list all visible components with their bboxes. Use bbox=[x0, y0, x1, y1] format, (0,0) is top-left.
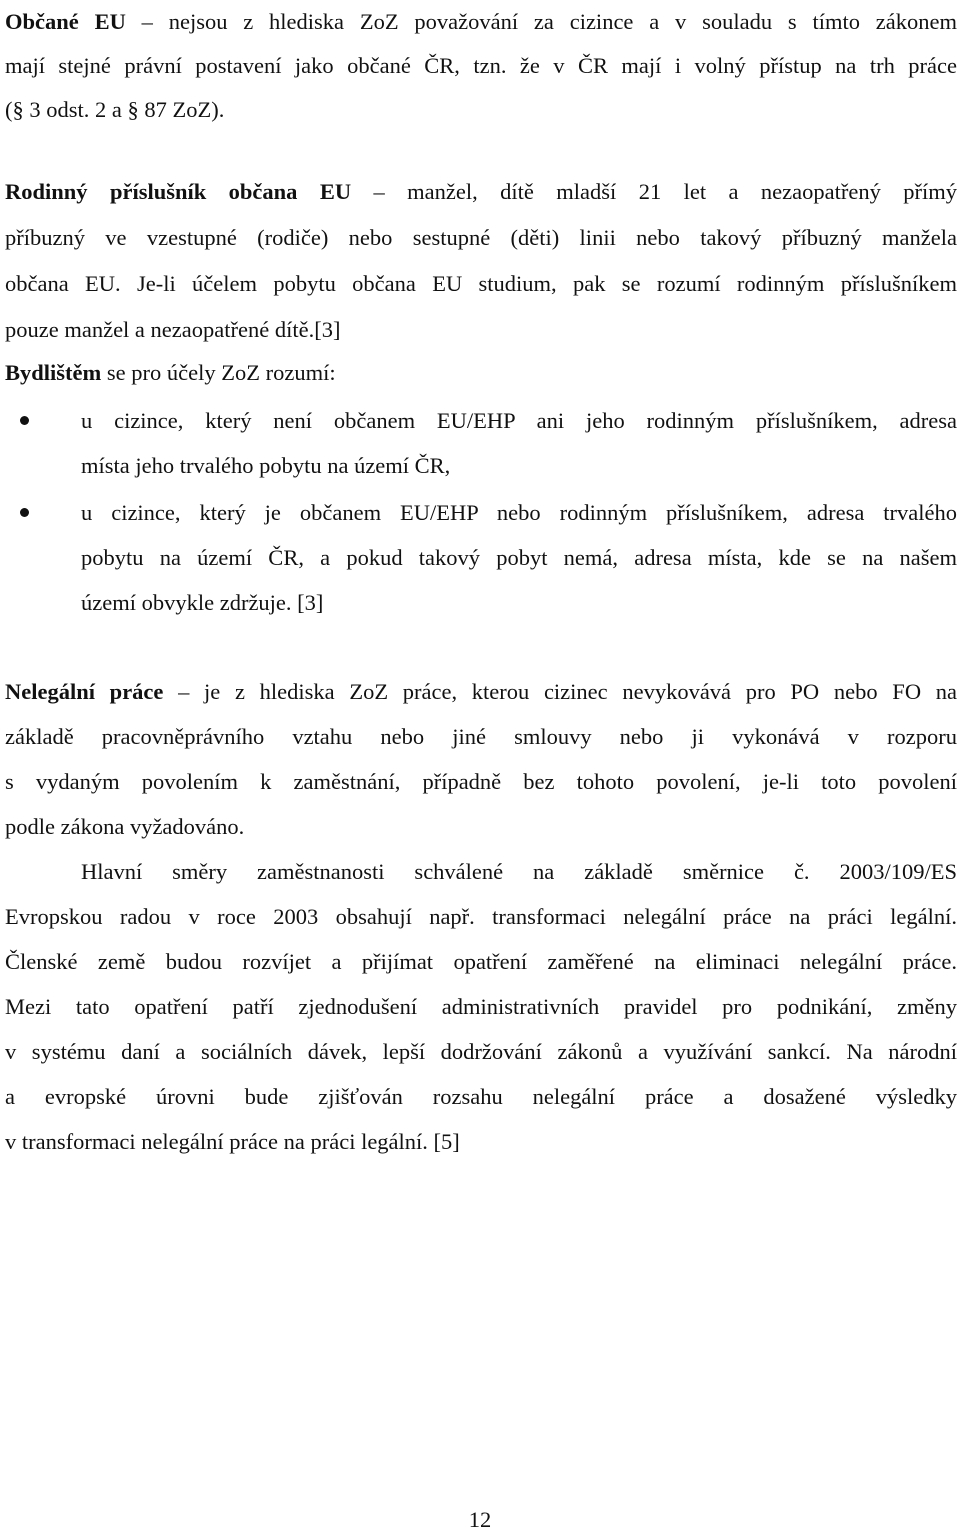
paragraph-obcane-eu bbox=[5, 0, 957, 132]
paragraph-text: se pro účely ZoZ rozumí: bbox=[101, 360, 336, 385]
paragraph-line: Evropskou radou v roce 2003 obsahují např. transformaci nelegální práce na práci legální. bbox=[5, 904, 957, 929]
paragraph-line bbox=[5, 0, 957, 44]
list-item-text bbox=[81, 398, 957, 488]
paragraph-line: mají stejné právní postavení jako občané ČR, tzn. že v ČR mají i volný přístup na trh práce bbox=[5, 53, 957, 78]
paragraph-line: občana EU. Je-li účelem pobytu občana EU studium, pak se rozumí rodinným příslušníkem bbox=[5, 271, 957, 296]
paragraph-line: pouze manžel a nezaopatřené dítě.[3] bbox=[5, 317, 341, 342]
term-nelegalni-prace: Nelegální práce bbox=[5, 679, 164, 704]
paragraph-bydlistem bbox=[5, 353, 957, 393]
paragraph-nelegalni-prace bbox=[5, 669, 957, 849]
bullet-icon bbox=[20, 508, 29, 517]
paragraph-line: území obvykle zdržuje. [3] bbox=[81, 590, 324, 615]
paragraph-line: příbuzný ve vzestupné (rodiče) nebo sestupné (děti) linii nebo takový příbuzný manžela bbox=[5, 225, 957, 250]
paragraph-hlavni-smery bbox=[5, 849, 957, 1164]
paragraph-line: v transformaci nelegální práce na práci legální. [5] bbox=[5, 1129, 460, 1154]
paragraph-line bbox=[5, 669, 957, 714]
paragraph-line bbox=[5, 353, 957, 393]
paragraph-line: místa jeho trvalého pobytu na území ČR, bbox=[81, 453, 451, 478]
paragraph-line: Hlavní směry zaměstnanosti schválené na základě směrnice č. 2003/109/ES bbox=[81, 859, 957, 884]
paragraph-line: a evropské úrovni bude zjišťován rozsahu nelegální práce a dosažené výsledky bbox=[5, 1084, 957, 1109]
paragraph-line bbox=[5, 169, 957, 215]
paragraph-line: u cizince, který je občanem EU/EHP nebo rodinným příslušníkem, adresa trvalého bbox=[81, 500, 957, 525]
paragraph-line: v systému daní a sociálních dávek, lepší dodržování zákonů a využívání sankcí. Na národní bbox=[5, 1039, 957, 1064]
term-bydlistem: Bydlištěm bbox=[5, 360, 102, 385]
paragraph-line: (§ 3 odst. 2 a § 87 ZoZ). bbox=[5, 97, 225, 122]
paragraph-text: – nejsou z hlediska ZoZ považování za cizince a v souladu s tímto zákonem bbox=[125, 9, 957, 34]
paragraph-line: Mezi tato opatření patří zjednodušení administrativních pravidel pro podnikání, změny bbox=[5, 994, 957, 1019]
paragraph-line: základě pracovněprávního vztahu nebo jiné smlouvy nebo ji vykonává v rozporu bbox=[5, 724, 957, 749]
page-number: 12 bbox=[468, 1507, 492, 1532]
term-obcane-eu: Občané EU bbox=[5, 9, 126, 34]
paragraph-line: Členské země budou rozvíjet a přijímat opatření zaměřené na eliminaci nelegální práce. bbox=[5, 949, 957, 974]
paragraph-line: u cizince, který není občanem EU/EHP ani jeho rodinným příslušníkem, adresa bbox=[81, 408, 957, 433]
paragraph-line: s vydaným povolením k zaměstnání, případně bez tohoto povolení, je-li toto povolení bbox=[5, 769, 957, 794]
paragraph-line: podle zákona vyžadováno. bbox=[5, 814, 245, 839]
bullet-icon bbox=[20, 416, 29, 425]
paragraph-rodinny-prislusnik bbox=[5, 169, 957, 353]
term-rodinny-prislusnik: Rodinný příslušník občana EU bbox=[5, 179, 352, 204]
list-item-text bbox=[81, 490, 957, 625]
paragraph-line: pobytu na území ČR, a pokud takový pobyt nemá, adresa místa, kde se na našem bbox=[81, 545, 957, 570]
paragraph-text: – manžel, dítě mladší 21 let a nezaopatřený přímý bbox=[351, 179, 957, 204]
paragraph-text: – je z hlediska ZoZ práce, kterou cizinec nevykovává pro PO nebo FO na bbox=[163, 679, 957, 704]
